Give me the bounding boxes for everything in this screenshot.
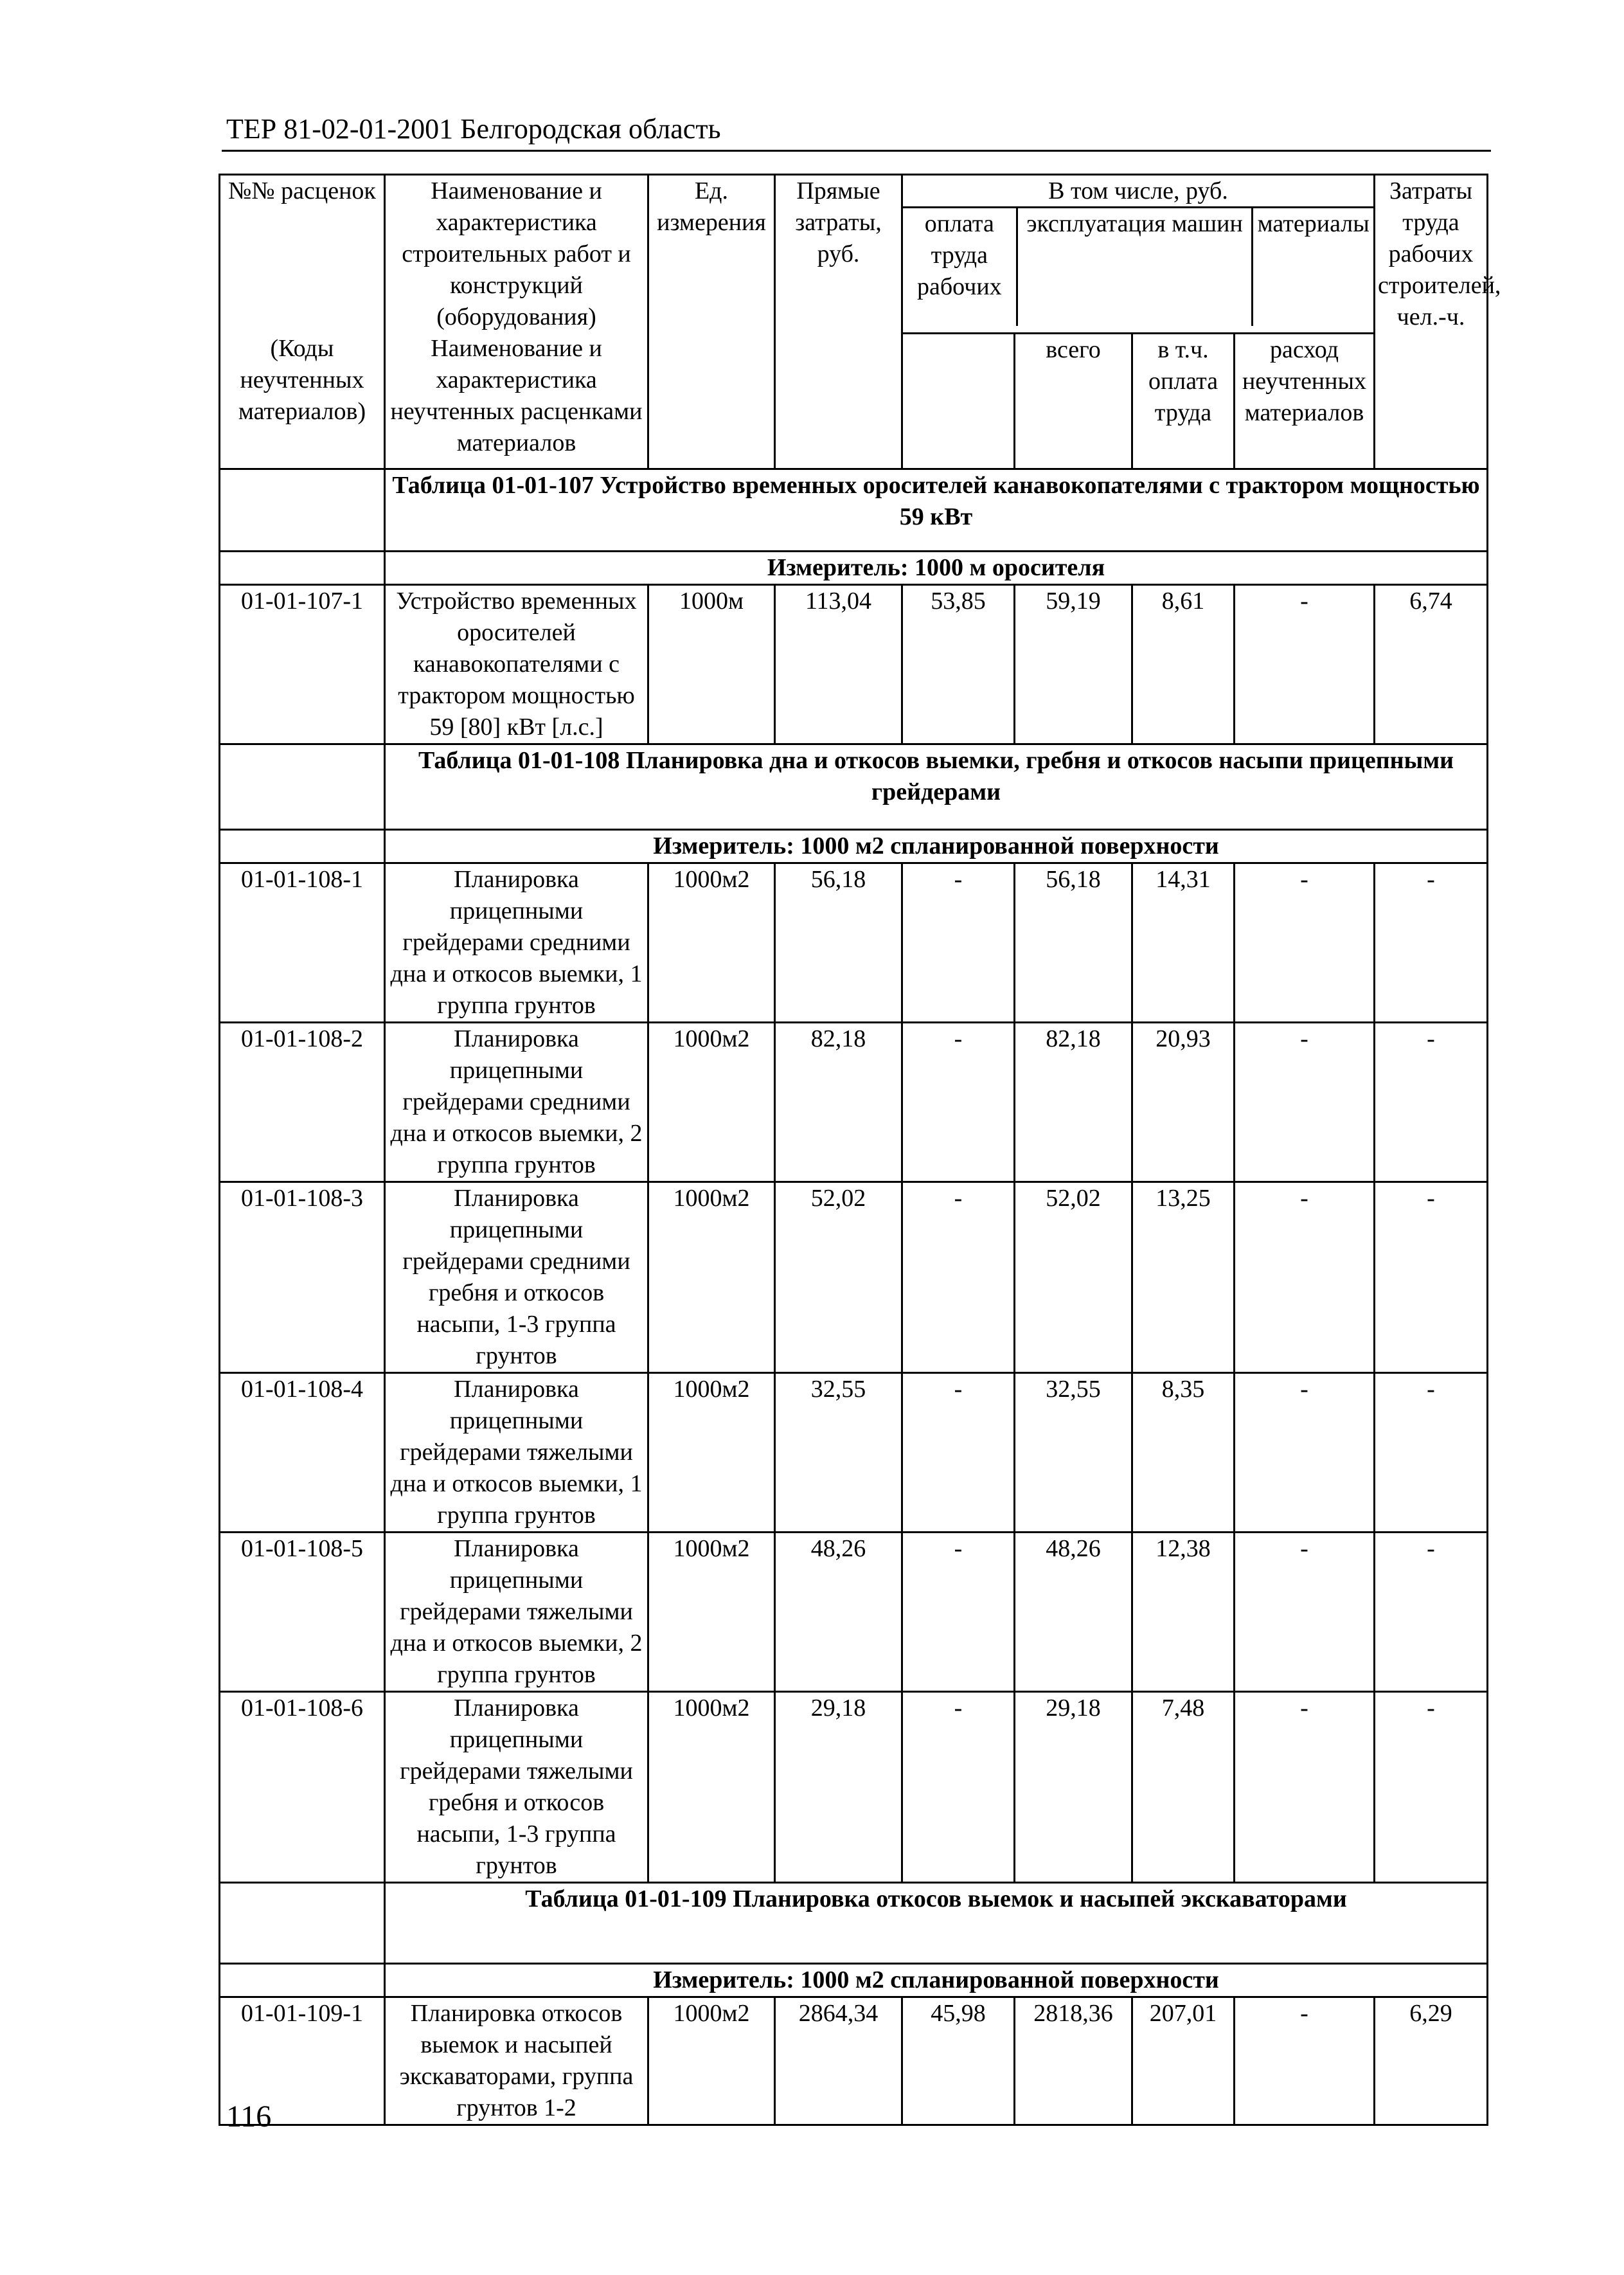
cell-machines: 82,18 — [1015, 1023, 1132, 1182]
rate-code: 01-01-108-1 — [220, 863, 385, 1023]
cell-materials: - — [1235, 585, 1375, 744]
incl-subheader — [903, 208, 1373, 326]
section-unit: Измеритель: 1000 м2 спланированной поверхности — [385, 1964, 1488, 1997]
col-unaccounted-header: расход неучтенных материалов — [1235, 333, 1375, 469]
cell-workers: - — [1375, 1182, 1488, 1373]
cell-materials: - — [1235, 1533, 1375, 1692]
table-body — [220, 175, 1501, 2125]
rate-name: Планировка прицепными грейдерами тяжелыми дна и откосов выемки, 1 группа грунтов — [385, 1373, 648, 1533]
rate-code: 01-01-108-3 — [220, 1182, 385, 1373]
section-title-row — [220, 744, 1488, 830]
cell-materials: - — [1235, 1997, 1375, 2125]
section-title-row — [220, 1883, 1488, 1964]
cell-machine-labor: 14,31 — [1132, 863, 1235, 1023]
cell-materials: - — [1235, 1692, 1375, 1883]
cell-workers: - — [1375, 1692, 1488, 1883]
cell-machine-labor: 20,93 — [1132, 1023, 1235, 1182]
cell-machine-labor: 207,01 — [1132, 1997, 1235, 2125]
section-unit-row — [220, 1964, 1488, 1997]
header-row-1 — [220, 175, 1488, 334]
rate-code: 01-01-109-1 — [220, 1997, 385, 2125]
cell-machines: 59,19 — [1015, 585, 1132, 744]
rate-name: Планировка прицепными грейдерами средними дна и откосов выемки, 1 группа грунтов — [385, 863, 648, 1023]
rate-name: Планировка прицепными грейдерами тяжелыми гребня и откосов насыпи, 1-3 группа грунтов — [385, 1692, 648, 1883]
cell-unit: 1000м2 — [648, 1373, 775, 1533]
col-name-header: Наименование и характеристика строительных работ и конструкций (оборудования) — [385, 175, 648, 334]
section-title: Таблица 01-01-107 Устройство временных оросителей канавокопателями с трактором мощностью 59 кВт — [385, 469, 1488, 552]
cell-labor: - — [902, 863, 1015, 1023]
cell-machine-labor: 7,48 — [1132, 1692, 1235, 1883]
table-row — [220, 1373, 1488, 1533]
cell-workers: 6,29 — [1375, 1997, 1488, 2125]
cell-unit: 1000м2 — [648, 1023, 775, 1182]
col-machines-header: эксплуатация машин — [1017, 208, 1253, 326]
cell-machines: 48,26 — [1015, 1533, 1132, 1692]
cell-machines: 2818,36 — [1015, 1997, 1132, 2125]
cell-direct: 52,02 — [775, 1182, 902, 1373]
cell-machines: 29,18 — [1015, 1692, 1132, 1883]
cell-unit: 1000м — [648, 585, 775, 744]
col-workers-header: Затраты труда рабочих строителей, чел.-ч. — [1375, 175, 1488, 469]
table-row — [220, 1692, 1488, 1883]
cell-materials: - — [1235, 1023, 1375, 1182]
cell-workers: - — [1375, 1023, 1488, 1182]
cell-direct: 2864,34 — [775, 1997, 902, 2125]
col-incl-header: В том числе, руб. — [903, 175, 1373, 208]
cell-materials: - — [1235, 863, 1375, 1023]
cell-labor: - — [902, 1023, 1015, 1182]
table-row — [220, 1023, 1488, 1182]
cell-workers: - — [1375, 1533, 1488, 1692]
cell-workers: - — [1375, 1373, 1488, 1533]
cell-materials: - — [1235, 1373, 1375, 1533]
cell-direct: 56,18 — [775, 863, 902, 1023]
cell-labor: - — [902, 1533, 1015, 1692]
cell-unit: 1000м2 — [648, 1997, 775, 2125]
cell-workers: 6,74 — [1375, 585, 1488, 744]
cell-direct: 48,26 — [775, 1533, 902, 1692]
section-unit-row — [220, 552, 1488, 585]
section-blank-cell — [220, 830, 385, 863]
rate-code: 01-01-108-4 — [220, 1373, 385, 1533]
col-unit-header: Ед. измерения — [648, 175, 775, 469]
section-unit: Измеритель: 1000 м2 спланированной поверхности — [385, 830, 1488, 863]
rate-code: 01-01-108-5 — [220, 1533, 385, 1692]
col-machine-labor-header: в т.ч. оплата труда — [1132, 333, 1235, 469]
rate-name: Планировка прицепными грейдерами тяжелыми дна и откосов выемки, 2 группа грунтов — [385, 1533, 648, 1692]
cell-materials: - — [1235, 1182, 1375, 1373]
cell-machine-labor: 8,61 — [1132, 585, 1235, 744]
cell-machines: 56,18 — [1015, 863, 1132, 1023]
rate-name: Устройство временных оросителей канавокопателями с трактором мощностью 59 [80] кВт [л.с.] — [385, 585, 648, 744]
cell-labor: 45,98 — [902, 1997, 1015, 2125]
cell-unit: 1000м2 — [648, 1692, 775, 1883]
col-name-alt-header: Наименование и характеристика неучтенных расценками материалов — [385, 333, 648, 469]
table-row — [220, 863, 1488, 1023]
rate-code: 01-01-108-2 — [220, 1023, 385, 1182]
cell-labor: 53,85 — [902, 585, 1015, 744]
page-number: 116 — [226, 2100, 272, 2134]
cell-unit: 1000м2 — [648, 1533, 775, 1692]
cell-labor: - — [902, 1373, 1015, 1533]
cell-labor: - — [902, 1182, 1015, 1373]
section-title: Таблица 01-01-109 Планировка откосов выемок и насыпей экскаваторами — [385, 1883, 1488, 1964]
header-rule — [222, 150, 1491, 152]
table-row — [220, 1182, 1488, 1373]
cell-direct: 32,55 — [775, 1373, 902, 1533]
section-blank-cell — [220, 1964, 385, 1997]
cell-machine-labor: 8,35 — [1132, 1373, 1235, 1533]
section-blank-cell — [220, 469, 385, 552]
col-direct-header: Прямые затраты, руб. — [775, 175, 902, 469]
table-row — [220, 1533, 1488, 1692]
rates-table — [219, 174, 1501, 2126]
cell-machines: 52,02 — [1015, 1182, 1132, 1373]
section-unit-row — [220, 830, 1488, 863]
cell-unit: 1000м2 — [648, 863, 775, 1023]
cell-direct: 29,18 — [775, 1692, 902, 1883]
rate-name: Планировка откосов выемок и насыпей экскаваторами, группа грунтов 1-2 — [385, 1997, 648, 2125]
table-row — [220, 585, 1488, 744]
col-labor-blank — [902, 333, 1015, 469]
col-total-header: всего — [1015, 333, 1132, 469]
col-incl-group — [902, 175, 1375, 334]
section-blank-cell — [220, 552, 385, 585]
cell-workers: - — [1375, 863, 1488, 1023]
section-blank-cell — [220, 1883, 385, 1964]
rate-name: Планировка прицепными грейдерами средними дна и откосов выемки, 2 группа грунтов — [385, 1023, 648, 1182]
rate-name: Планировка прицепными грейдерами средними гребня и откосов насыпи, 1-3 группа грунтов — [385, 1182, 648, 1373]
rate-code: 01-01-107-1 — [220, 585, 385, 744]
section-title-row — [220, 469, 1488, 552]
cell-direct: 113,04 — [775, 585, 902, 744]
col-code-alt-header: (Коды неучтенных материалов) — [220, 333, 385, 469]
cell-machine-labor: 12,38 — [1132, 1533, 1235, 1692]
cell-machine-labor: 13,25 — [1132, 1182, 1235, 1373]
section-blank-cell — [220, 744, 385, 830]
page-header: ТЕР 81-02-01-2001 Белгородская область — [226, 113, 721, 145]
cell-labor: - — [902, 1692, 1015, 1883]
section-unit: Измеритель: 1000 м оросителя — [385, 552, 1488, 585]
col-materials-header: материалы — [1257, 210, 1370, 237]
cell-unit: 1000м2 — [648, 1182, 775, 1373]
section-title: Таблица 01-01-108 Планировка дна и откосов выемки, гребня и откосов насыпи прицепными грейдерами — [385, 744, 1488, 830]
table-row — [220, 1997, 1488, 2125]
col-code-header: №№ расценок — [220, 175, 385, 334]
cell-direct: 82,18 — [775, 1023, 902, 1182]
cell-machines: 32,55 — [1015, 1373, 1132, 1533]
rate-code: 01-01-108-6 — [220, 1692, 385, 1883]
col-labor-header: оплата труда рабочих — [903, 208, 1017, 326]
